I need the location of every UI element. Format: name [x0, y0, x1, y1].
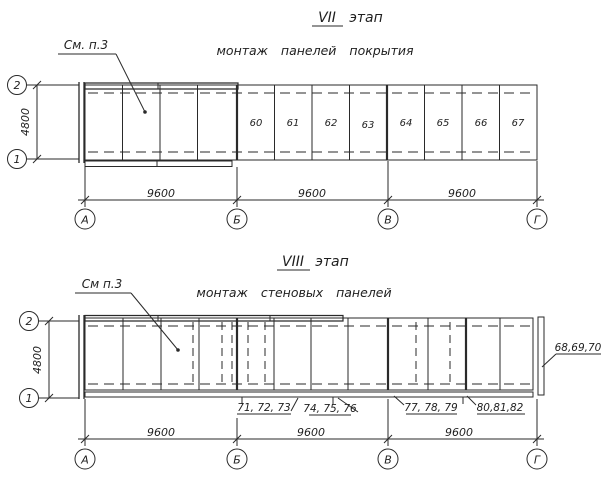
stage7-col-axes	[75, 209, 547, 229]
stage8-subtitle: монтаж стеновых панелей	[196, 285, 392, 300]
span-dim-label: 9600	[448, 187, 476, 200]
stage7-drawing	[8, 10, 548, 229]
col-axis-label-g: Г	[533, 453, 541, 467]
stage8-right-wall-strip	[538, 317, 544, 395]
row-axis-label-2: 2	[25, 315, 33, 328]
panel-number: 60	[249, 118, 263, 129]
right-wall-panels-label: 68,69,70	[554, 342, 602, 354]
panel-group-label: 77, 78, 79	[404, 402, 458, 414]
col-axis-label-b: Б	[233, 453, 241, 467]
col-axis-label-a: А	[81, 453, 89, 467]
col-axis-label-b: Б	[233, 213, 241, 227]
col-axis-label-v: В	[384, 213, 392, 227]
stage8-bottom-panel-strip	[85, 392, 533, 397]
stage7-title-roman: VII	[318, 10, 336, 26]
stage7-bottom-panel-strip	[85, 161, 232, 167]
span-dim-label: 9600	[445, 426, 473, 439]
stage8-drawing	[20, 254, 602, 469]
panel-group-label: 80,81,82	[476, 402, 524, 414]
panel-number: 67	[511, 118, 525, 129]
stage7-height-dim: 4800	[19, 108, 32, 136]
stage8-bay-lines	[123, 318, 500, 390]
row-axis-label-1: 1	[13, 153, 21, 166]
stage7-note: См. п.3	[63, 38, 109, 52]
stage8-bottom-group-labels	[237, 402, 523, 415]
col-axis-label-a: А	[81, 213, 89, 227]
row-axis-label-1: 1	[25, 392, 33, 405]
col-axis-label-v: В	[384, 453, 392, 467]
stage7-subtitle: монтаж панелей покрытия	[216, 43, 414, 58]
span-dim-label: 9600	[297, 426, 325, 439]
panel-number: 61	[286, 118, 300, 129]
panel-number: 65	[436, 118, 450, 129]
stage8-leader-dot	[177, 349, 180, 352]
stage8-title-roman: VIII	[282, 254, 304, 270]
panel-number: 64	[399, 118, 413, 129]
row-axis-label-2: 2	[13, 79, 21, 92]
stage8-title-word: этап	[315, 254, 349, 270]
stage7-title-word: этап	[349, 10, 383, 26]
stage8-col-axes	[75, 449, 547, 469]
stage8-note: См п.3	[81, 277, 123, 291]
span-dim-label: 9600	[147, 426, 175, 439]
span-dim-label: 9600	[298, 187, 326, 200]
panel-group-label: 74, 75, 76	[303, 403, 357, 415]
stage7-dim-line	[78, 161, 544, 207]
stage7-top-panel-strip	[85, 83, 238, 89]
panel-number: 63	[361, 120, 375, 131]
span-dim-label: 9600	[147, 187, 175, 200]
panel-number: 62	[324, 118, 338, 129]
stage7-building-outline	[85, 85, 537, 160]
stage7-leader-dot	[144, 111, 147, 114]
panel-group-label: 71, 72, 73	[237, 402, 291, 414]
stage8-dashed-panels	[193, 322, 450, 386]
stage8-height-dim: 4800	[31, 346, 44, 374]
panel-number: 66	[474, 118, 488, 129]
col-axis-label-g: Г	[533, 213, 541, 227]
